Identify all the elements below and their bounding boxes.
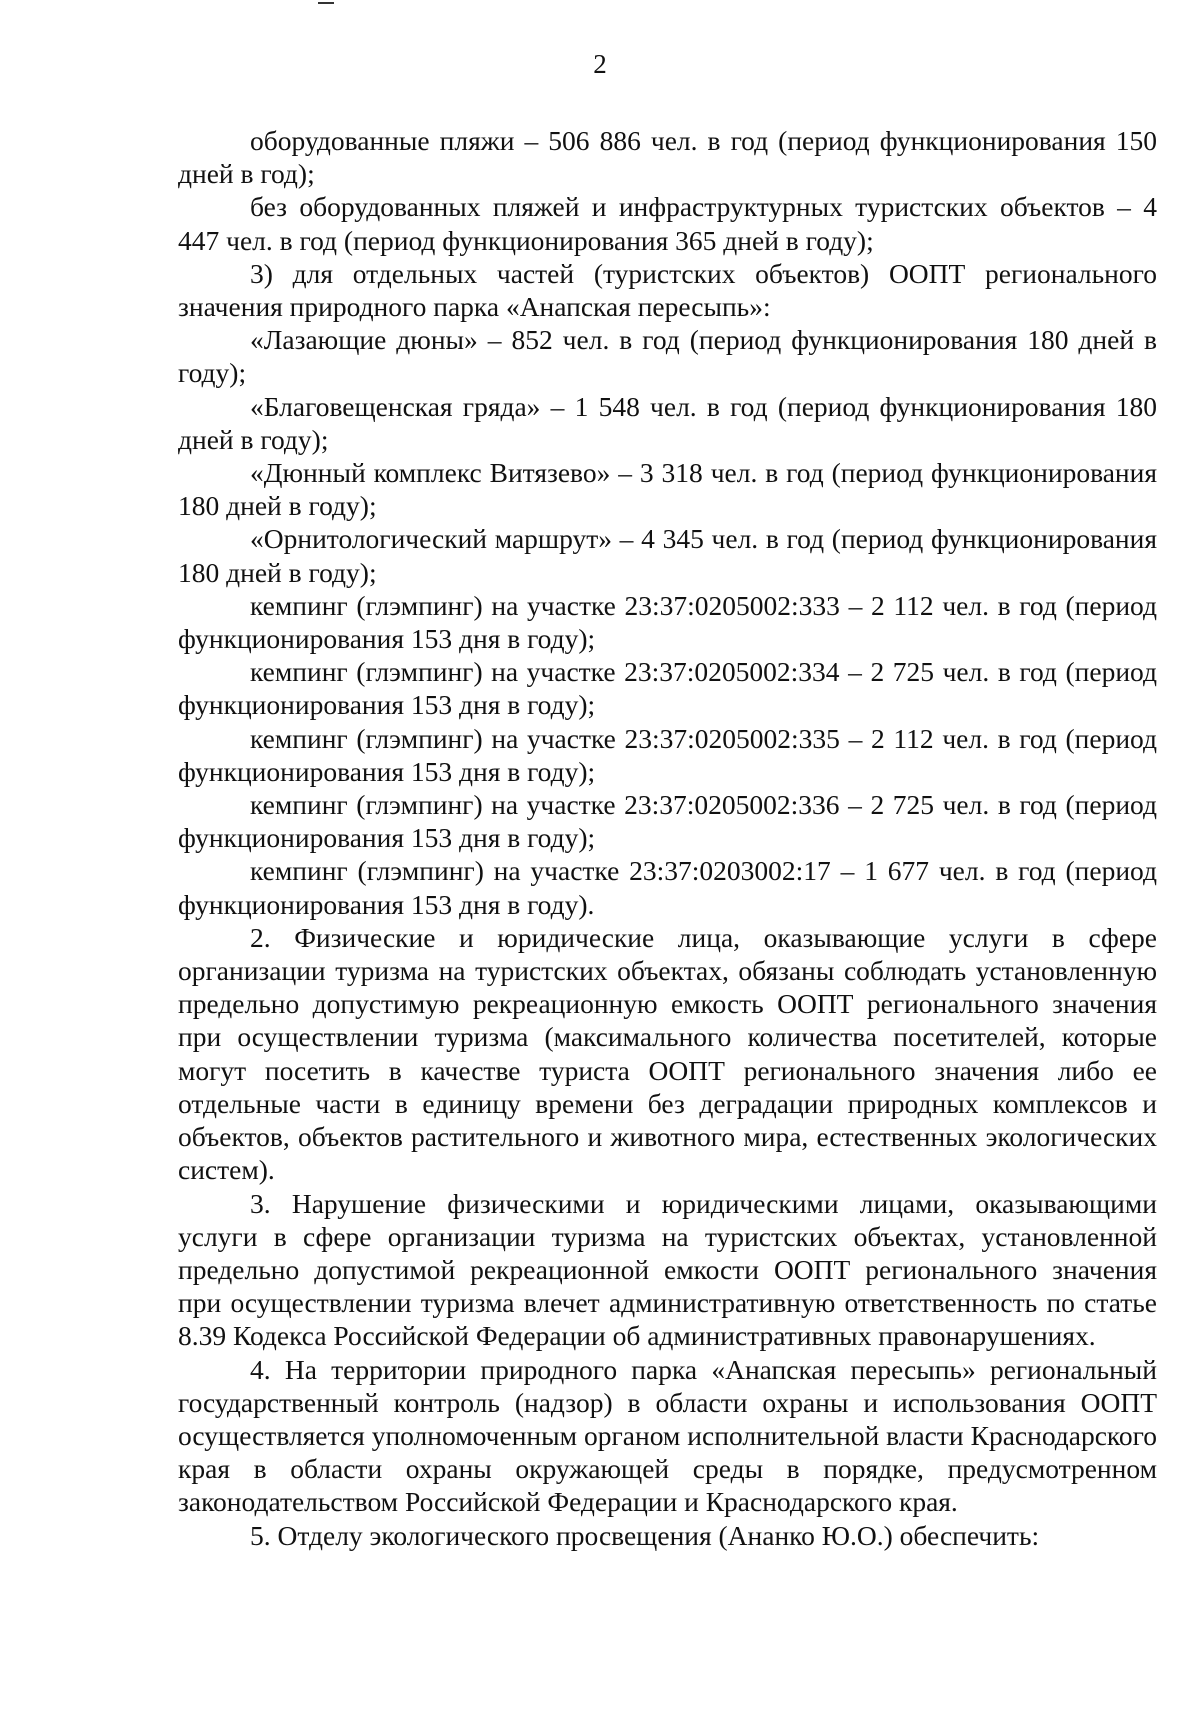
paragraph-item-3: 3. Нарушение физическими и юридическими лицами, оказывающими услуги в сфере организации туризма на туристских объектах, установленной предельно допустимой рекреационной емкости ООПТ регионального значения при осуществлении туризма влечет административную ответственность по статье 8.39 Кодекса Российской Федерации об административных правонарушениях.	[178, 1187, 1157, 1352]
paragraph-vityazevo-dune-complex: «Дюнный комплекс Витязево» – 3 318 чел. в год (период функционирования 180 дней в году);	[178, 457, 1157, 522]
paragraph-ornithological-route: «Орнитологический маршрут» – 4 345 чел. в год (период функционирования 180 дней в году);	[178, 523, 1157, 588]
paragraph-item-3-intro: 3) для отдельных частей (туристских объектов) ООПТ регионального значения природного парка «Анапская пересыпь»:	[178, 257, 1157, 323]
paragraph-unequipped-beaches: без оборудованных пляжей и инфраструктурных туристских объектов – 4 447 чел. в год (период функционирования 365 дней в году);	[178, 191, 1157, 256]
page-number: 2	[593, 49, 607, 79]
paragraph-item-4: 4. На территории природного парка «Анапская пересыпь» региональный государственный контроль (надзор) в области охраны и использования ООПТ осуществляется уполномоченным органом исполнительной власти Краснодарского края в области охраны окружающей среды в порядке, предусмотренном законодательством Российской Федерации и Краснодарского края.	[178, 1353, 1157, 1518]
document-body	[178, 124, 1157, 1552]
paragraph-equipped-beaches: оборудованные пляжи – 506 886 чел. в год (период функционирования 150 дней в год);	[178, 125, 1157, 190]
paragraph-camping-334: кемпинг (глэмпинг) на участке 23:37:0205002:334 – 2 725 чел. в год (период функционирования 153 дня в году);	[178, 656, 1157, 721]
paragraph-item-2: 2. Физические и юридические лица, оказывающие услуги в сфере организации туризма на туристских объектах, обязаны соблюдать установленную предельно допустимую рекреационную емкость ООПТ регионального значения при осуществлении туризма (максимального количества посетителей, которые могут посетить в качестве туриста ООПТ регионального значения либо ее отдельные части в единицу времени без деградации природных комплексов и объектов, объектов растительного и животного мира, естественных экологических систем).	[178, 921, 1157, 1186]
paragraph-camping-335: кемпинг (глэмпинг) на участке 23:37:0205002:335 – 2 112 чел. в год (период функционирования 153 дня в году);	[178, 722, 1157, 787]
paragraph-camping-336: кемпинг (глэмпинг) на участке 23:37:0205002:336 – 2 725 чел. в год (период функционирования 153 дня в году);	[178, 789, 1157, 854]
paragraph-camping-17: кемпинг (глэмпинг) на участке 23:37:0203002:17 – 1 677 чел. в год (период функционирования 153 дня в году).	[178, 855, 1157, 920]
paragraph-climbing-dunes: «Лазающие дюны» – 852 чел. в год (период функционирования 180 дней в году);	[178, 324, 1157, 389]
paragraph-item-5: 5. Отделу экологического просвещения (Ананко Ю.О.) обеспечить:	[250, 1519, 1040, 1551]
paragraph-blagoveshchenskaya-ridge: «Благовещенская гряда» – 1 548 чел. в год (период функционирования 180 дней в году);	[178, 390, 1157, 455]
scan-mark	[318, 2, 334, 4]
paragraph-camping-333: кемпинг (глэмпинг) на участке 23:37:0205002:333 – 2 112 чел. в год (период функционирования 153 дня в году);	[178, 589, 1157, 655]
